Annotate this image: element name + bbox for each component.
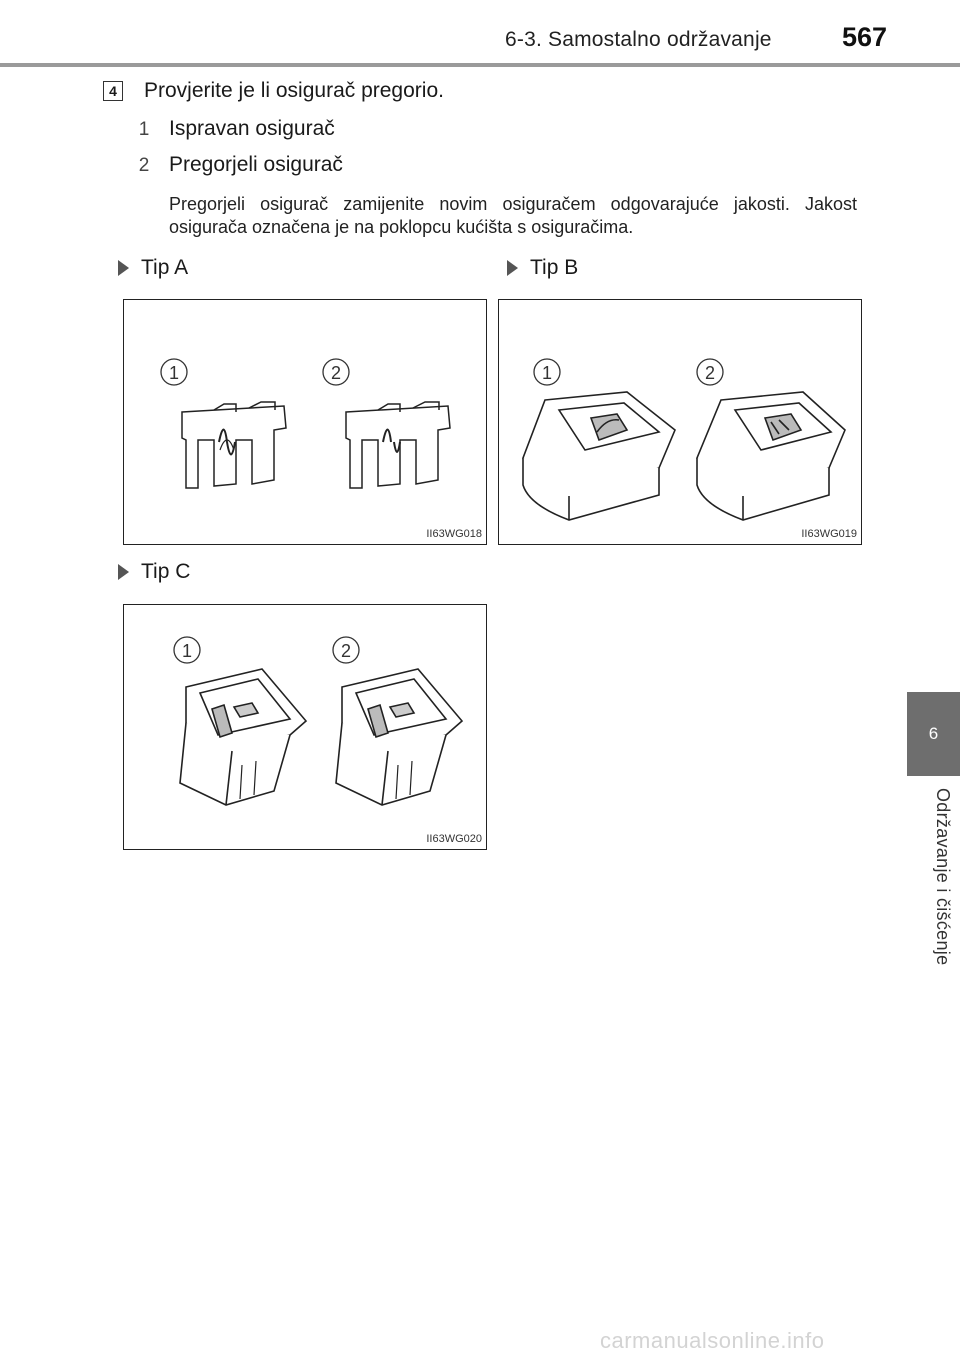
chapter-number: 6 — [928, 724, 939, 743]
triangle-bullet-icon — [118, 260, 129, 276]
item-text: Ispravan osigurač — [169, 117, 335, 140]
callout-1: 1 — [541, 363, 553, 383]
figure-code: II63WG018 — [426, 528, 482, 540]
chapter-title: Održavanje i čišćenje — [933, 788, 953, 966]
step-text: Provjerite je li osigurač pregorio. — [144, 79, 444, 102]
callout-1: 1 — [168, 363, 180, 383]
header-rule — [0, 63, 960, 67]
page-number: 567 — [842, 22, 888, 52]
triangle-bullet-icon — [118, 564, 129, 580]
callout-1: 1 — [181, 641, 193, 661]
section-title: 6-3. Samostalno održavanje — [505, 28, 772, 51]
tip-a-text: Tip A — [141, 256, 189, 279]
tip-b-text: Tip B — [530, 256, 579, 279]
tip-c-text: Tip C — [141, 560, 191, 583]
step-number-box: 4 — [103, 81, 123, 101]
figure-tip-b — [498, 299, 862, 545]
callout-2: 2 — [330, 363, 342, 383]
callout-2: 2 — [340, 641, 352, 661]
fuse-type-b-illustration — [499, 300, 863, 546]
triangle-bullet-icon — [507, 260, 518, 276]
fuse-type-c-illustration — [124, 605, 488, 851]
instruction-paragraph: Pregorjeli osigurač zamijenite novim osiguračem odgovarajuće jakosti. Jakost osigurača označena je na poklopcu kućišta s osiguračima. — [169, 194, 857, 237]
figure-tip-a — [123, 299, 487, 545]
chapter-tab[interactable] — [907, 692, 960, 776]
item-number: 2 — [138, 155, 150, 176]
callout-2: 2 — [704, 363, 716, 383]
figure-code: II63WG020 — [426, 833, 482, 845]
tip-a-label — [118, 256, 188, 280]
figure-code: II63WG019 — [801, 528, 857, 540]
watermark: carmanualsonline.info — [600, 1328, 825, 1353]
figure-tip-c — [123, 604, 487, 850]
fuse-type-a-illustration — [124, 300, 488, 546]
tip-c-label — [118, 560, 190, 584]
item-number: 1 — [138, 119, 150, 140]
tip-b-label — [507, 256, 578, 280]
item-text: Pregorjeli osigurač — [169, 153, 343, 176]
